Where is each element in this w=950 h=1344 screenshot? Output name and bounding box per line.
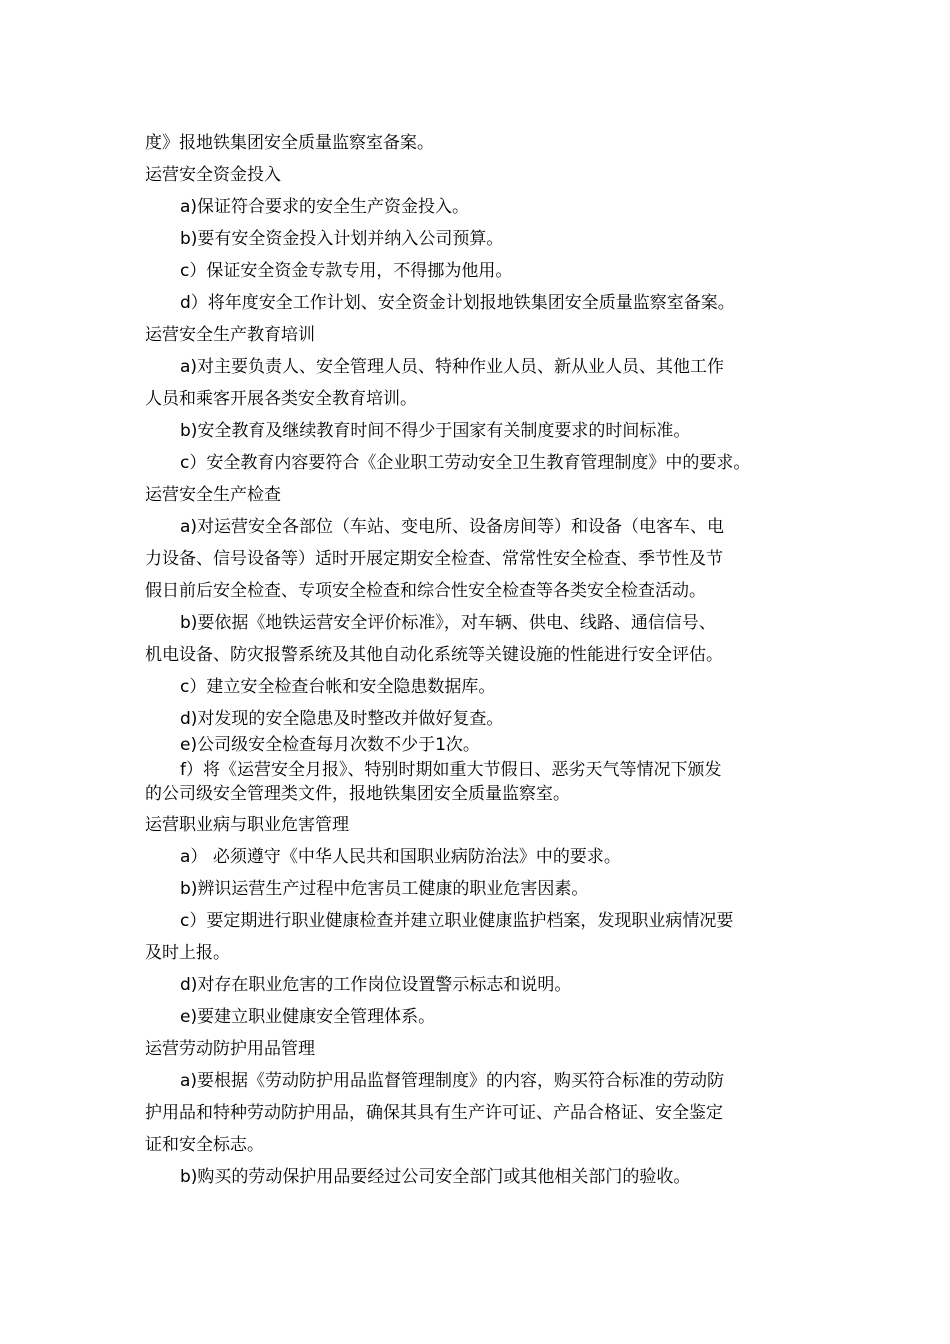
list-item-continuation: 机电设备、防灾报警系统及其他自动化系统等关键设施的性能进行安全评估。 xyxy=(145,645,723,665)
list-item-continuation: 人员和乘客开展各类安全教育培训。 xyxy=(145,389,417,409)
list-item: c）要定期进行职业健康检查并建立职业健康监护档案，发现职业病情况要 xyxy=(180,911,734,931)
list-item: e)要建立职业健康安全管理体系。 xyxy=(180,1007,436,1027)
section-heading: 运营劳动防护用品管理 xyxy=(145,1039,315,1059)
list-item: b)购买的劳动保护用品要经过公司安全部门或其他相关部门的验收。 xyxy=(180,1167,691,1187)
list-item: a)对运营安全各部位（车站、变电所、设备房间等）和设备（电客车、电 xyxy=(180,517,725,537)
section-heading: 运营安全生产检查 xyxy=(145,485,281,505)
list-item-continuation: 假日前后安全检查、专项安全检查和综合性安全检查等各类安全检查活动。 xyxy=(145,581,706,601)
section-heading: 运营安全生产教育培训 xyxy=(145,325,315,345)
list-item-continuation: 及时上报。 xyxy=(145,943,230,963)
list-item: f）将《运营安全月报》、特别时期如重大节假日、恶劣天气等情况下颁发 xyxy=(180,760,722,780)
list-item: a)要根据《劳动防护用品监督管理制度》的内容，购买符合标准的劳动防 xyxy=(180,1071,725,1091)
list-item: b)要有安全资金投入计划并纳入公司预算。 xyxy=(180,229,504,249)
list-item-continuation: 的公司级安全管理类文件，报地铁集团安全质量监察室。 xyxy=(145,784,570,804)
list-item: a） 必须遵守《中华人民共和国职业病防治法》中的要求。 xyxy=(180,847,621,867)
list-item: d)对存在职业危害的工作岗位设置警示标志和说明。 xyxy=(180,975,572,995)
list-item-continuation: 护用品和特种劳动防护用品，确保其具有生产许可证、产品合格证、安全鉴定 xyxy=(145,1103,723,1123)
list-item: d）将年度安全工作计划、安全资金计划报地铁集团安全质量监察室备案。 xyxy=(180,293,735,313)
list-item: d)对发现的安全隐患及时整改并做好复查。 xyxy=(180,709,504,729)
list-item-continuation: 证和安全标志。 xyxy=(145,1135,264,1155)
text-line: 度》报地铁集团安全质量监察室备案。 xyxy=(145,133,434,153)
section-heading: 运营职业病与职业危害管理 xyxy=(145,815,349,835)
list-item: e)公司级安全检查每月次数不少于1次。 xyxy=(180,735,480,755)
list-item: a)对主要负责人、安全管理人员、特种作业人员、新从业人员、其他工作 xyxy=(180,357,725,377)
section-heading: 运营安全资金投入 xyxy=(145,165,281,185)
list-item: c）安全教育内容要符合《企业职工劳动安全卫生教育管理制度》中的要求。 xyxy=(180,453,751,473)
list-item: a)保证符合要求的安全生产资金投入。 xyxy=(180,197,470,217)
list-item: b)要依据《地铁运营安全评价标准》，对车辆、供电、线路、通信信号、 xyxy=(180,613,716,633)
list-item: b)安全教育及继续教育时间不得少于国家有关制度要求的时间标准。 xyxy=(180,421,691,441)
list-item: b)辨识运营生产过程中危害员工健康的职业危害因素。 xyxy=(180,879,589,899)
list-item: c）建立安全检查台帐和安全隐患数据库。 xyxy=(180,677,496,697)
list-item-continuation: 力设备、信号设备等）适时开展定期安全检查、常常性安全检查、季节性及节 xyxy=(145,549,723,569)
list-item: c）保证安全资金专款专用，不得挪为他用。 xyxy=(180,261,513,281)
